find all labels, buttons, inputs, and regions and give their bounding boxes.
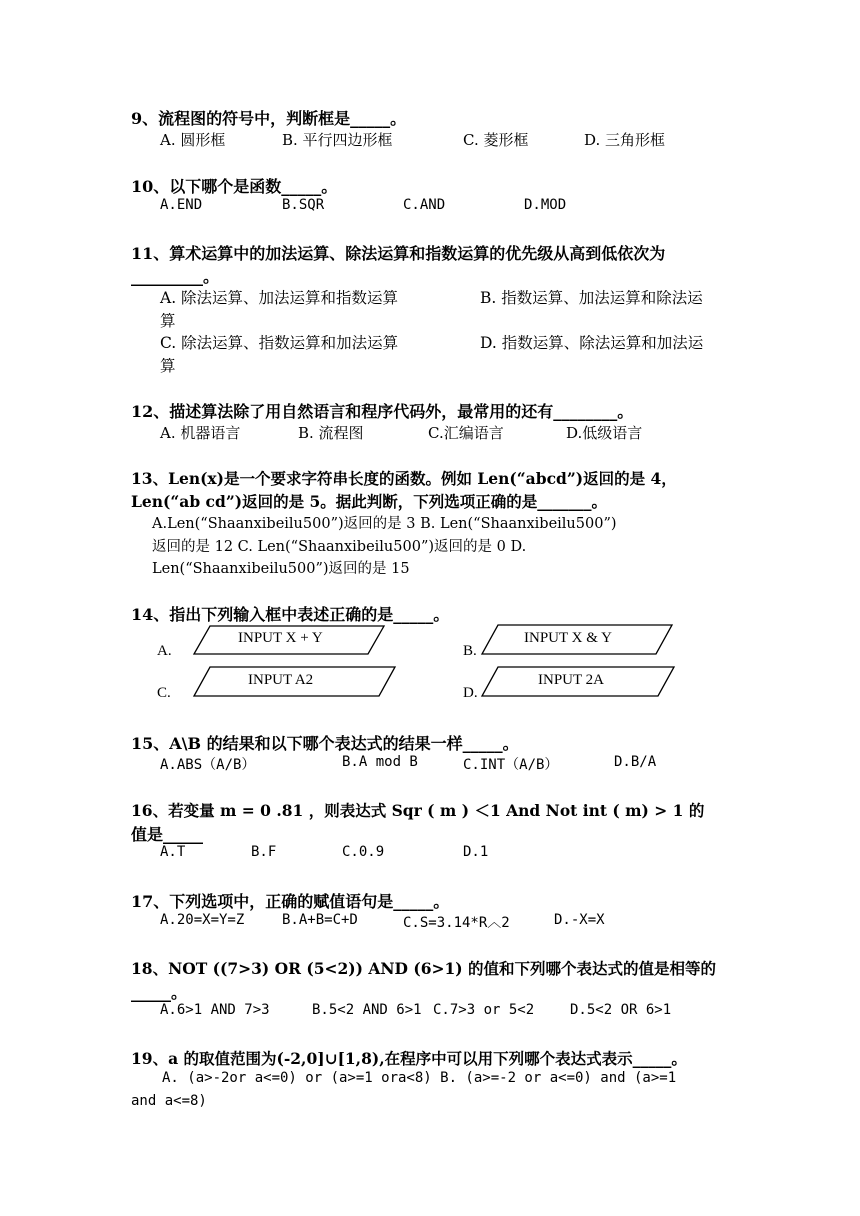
q17-option-b: B.A+B=C+D xyxy=(282,912,358,928)
q14-letter-c: C. xyxy=(157,685,171,701)
question-13-stem-line1: 13、Len(x)是一个要求字符串长度的函数。例如 Len(“abcd”)返回的是 4， xyxy=(131,469,677,488)
q10-option-d: D.MOD xyxy=(524,197,567,213)
q13-options-line1: A.Len(“Shaanxibeilu500”)返回的是 3 B. Len(“Shaanxibeilu500”) xyxy=(152,516,617,532)
q14-box-c-label: INPUT A2 xyxy=(248,672,314,688)
question-17-stem: 17、下列选项中，正确的赋值语句是_____。 xyxy=(131,892,450,911)
q9-option-b: B. 平行四边形框 xyxy=(282,131,393,149)
q11-option-cd-wrap: 算 xyxy=(160,357,176,375)
question-18-stem-line2: _____。 xyxy=(131,983,188,1002)
question-9-stem: 9、流程图的符号中，判断框是_____。 xyxy=(131,109,407,128)
q16-option-a: A.T xyxy=(160,844,186,860)
q10-option-c: C.AND xyxy=(403,197,446,213)
question-18-stem-line1: 18、NOT ((7>3) OR (5<2)) AND (6>1) 的值和下列哪个表达式的值是相等的 xyxy=(131,959,717,978)
question-15-stem: 15、A\B 的结果和以下哪个表达式的结果一样_____。 xyxy=(131,734,519,753)
q18-option-b: B.5<2 AND 6>1 xyxy=(312,1002,422,1018)
question-16-stem-line1: 16、若变量 m = 0 .81 ，则表达式 Sqr ( m ) ＜1 And Not int ( m) > 1 的 xyxy=(131,801,705,820)
q17-option-a: A.20=X=Y=Z xyxy=(160,912,245,928)
q14-letter-a: A. xyxy=(157,643,172,659)
q13-options-line2: 返回的是 12 C. Len(“Shaanxibeilu500”)返回的是 0 D. xyxy=(152,539,527,555)
q14-letter-b: B. xyxy=(463,643,477,659)
question-10-stem: 10、以下哪个是函数_____。 xyxy=(131,177,338,196)
q10-option-a: A.END xyxy=(160,197,203,213)
question-19-stem: 19、a 的取值范围为(-2,0]∪[1,8),在程序中可以用下列哪个表达式表示_____。 xyxy=(131,1049,687,1068)
q12-option-c: C.汇编语言 xyxy=(428,424,504,442)
q10-option-b: B.SQR xyxy=(282,197,325,213)
q16-option-c: C.0.9 xyxy=(342,844,385,860)
q14-box-b-label: INPUT X & Y xyxy=(524,630,612,646)
q16-option-b: B.F xyxy=(251,844,277,860)
question-14-stem: 14、指出下列输入框中表述正确的是_____。 xyxy=(131,605,450,624)
q9-option-a: A. 圆形框 xyxy=(160,131,226,149)
q14-letter-d: D. xyxy=(463,685,478,701)
question-13-stem-line2: Len(“ab cd”)返回的是 5。据此判断，下列选项正确的是_______。 xyxy=(131,492,608,511)
q18-option-d: D.5<2 OR 6>1 xyxy=(570,1002,672,1018)
q15-option-b: B.A mod B xyxy=(342,754,418,770)
q19-options-line2: and a<=8) xyxy=(131,1093,207,1109)
q18-option-a: A.6>1 AND 7>3 xyxy=(160,1002,270,1018)
q11-option-a: A. 除法运算、加法运算和指数运算 xyxy=(160,289,399,307)
q17-option-d: D.-X=X xyxy=(554,912,605,928)
question-16-stem-line2: 值是_____ xyxy=(131,825,204,844)
q15-option-d: D.B/A xyxy=(614,754,657,770)
q12-option-b: B. 流程图 xyxy=(298,424,364,442)
question-11-stem-line1: 11、算术运算中的加法运算、除法运算和指数运算的优先级从高到低依次为 xyxy=(131,244,666,263)
q18-option-c: C.7>3 or 5<2 xyxy=(433,1002,535,1018)
q12-option-d: D.低级语言 xyxy=(566,424,643,442)
q16-option-d: D.1 xyxy=(463,844,489,860)
q15-option-a: A.ABS（A/B） xyxy=(160,757,256,773)
q11-option-b: B. 指数运算、加法运算和除法运 xyxy=(480,289,703,307)
q17-option-c: C.S=3.14*R︿2 xyxy=(403,915,510,931)
q15-option-c: C.INT（A/B） xyxy=(463,757,559,773)
q11-option-ab-wrap: 算 xyxy=(160,312,176,330)
q14-box-d-label: INPUT 2A xyxy=(538,672,604,688)
q12-option-a: A. 机器语言 xyxy=(160,424,241,442)
q11-option-c: C. 除法运算、指数运算和加法运算 xyxy=(160,334,399,352)
question-11-stem-line2: _________。 xyxy=(131,267,220,286)
q14-box-a-label: INPUT X + Y xyxy=(238,630,323,646)
q19-options-line1: A. (a>-2or a<=0) or (a>=1 ora<8) B. (a>=-2 or a<=0) and (a>=1 xyxy=(162,1070,677,1086)
question-12-stem: 12、描述算法除了用自然语言和程序代码外，最常用的还有________。 xyxy=(131,402,634,421)
q13-options-line3: Len(“Shaanxibeilu500”)返回的是 15 xyxy=(152,561,410,577)
q11-option-d: D. 指数运算、除法运算和加法运 xyxy=(480,334,704,352)
q9-option-d: D. 三角形框 xyxy=(584,131,666,149)
q9-option-c: C. 菱形框 xyxy=(463,131,529,149)
